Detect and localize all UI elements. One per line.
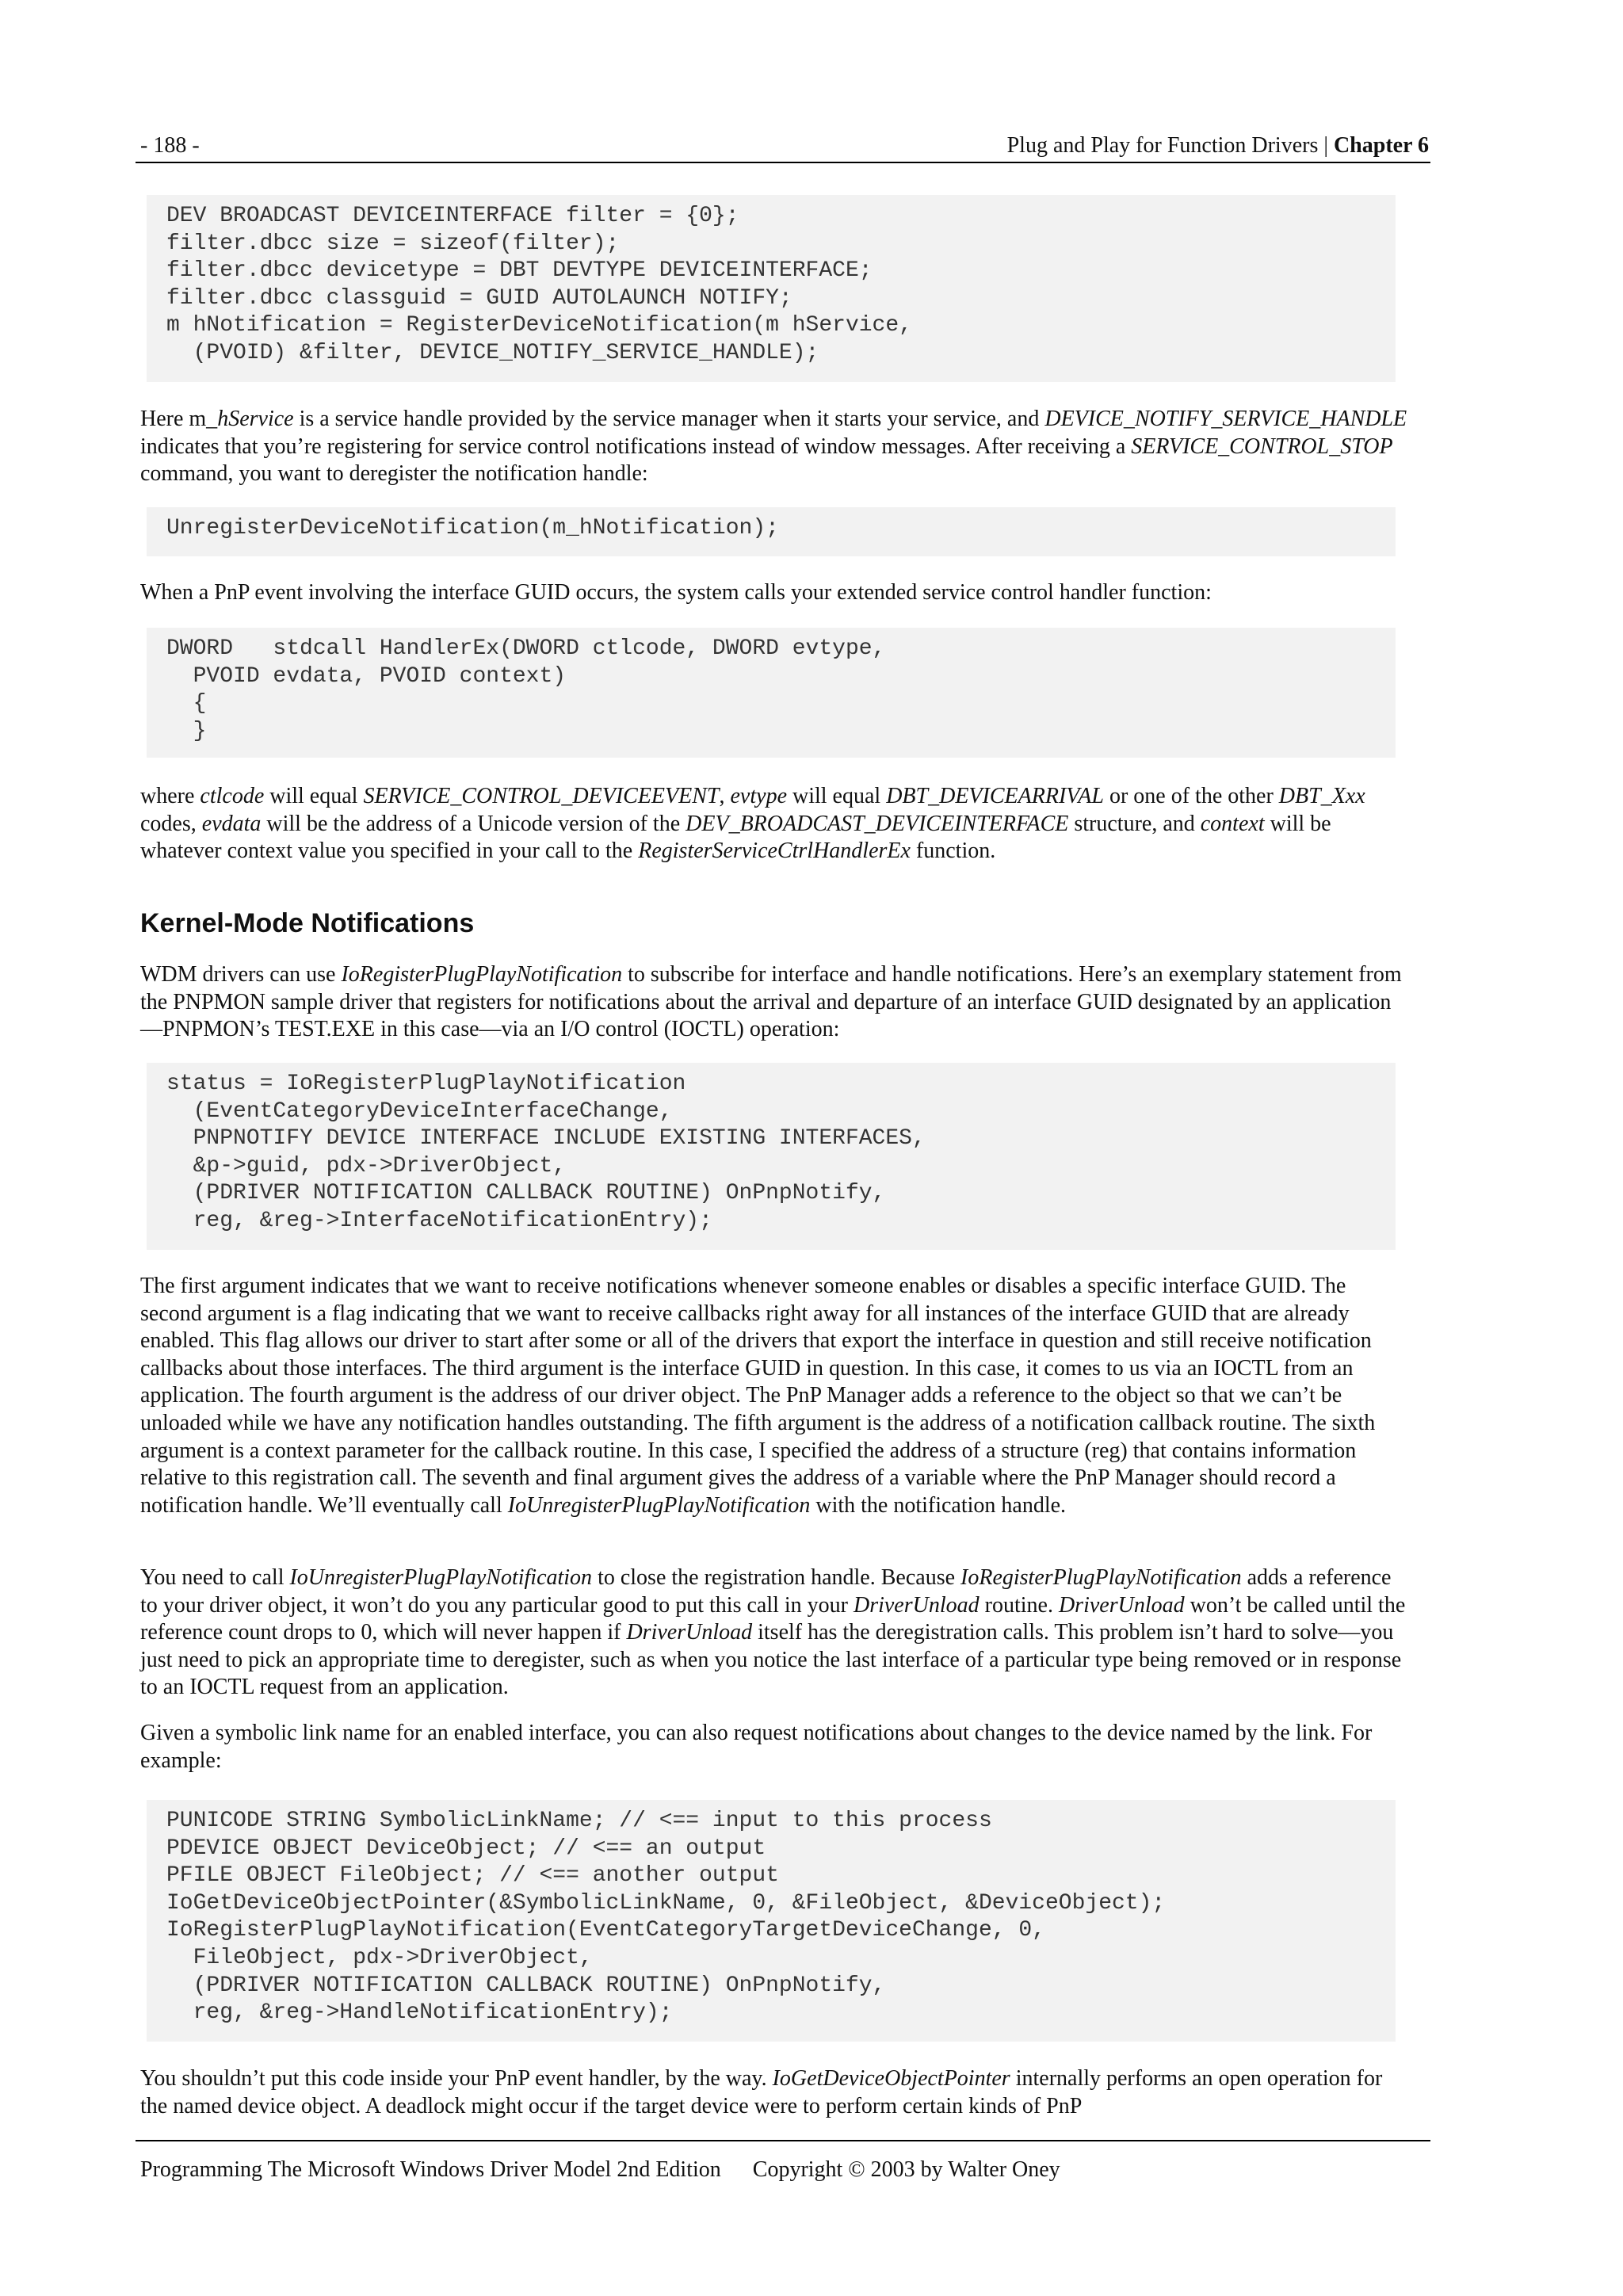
code-line: UnregisterDeviceNotification(m_hNotification); <box>166 516 779 541</box>
code-line: (PDRIVER NOTIFICATION CALLBACK ROUTINE) OnPnpNotify, <box>166 1181 886 1206</box>
text-run: won’t be called until the reference count drops to 0, which will never happen if <box>140 1592 1406 1645</box>
text-run: When a PnP event involving the interface GUID occurs, the system calls your extended service control handler function: <box>140 580 1212 605</box>
code-line: reg, &reg->InterfaceNotificationEntry); <box>166 1208 712 1233</box>
paragraph-arguments <box>140 1273 1408 1519</box>
footer-rule <box>136 2140 1430 2141</box>
code-line: filter.dbcc devicetype = DBT DEVTYPE DEVICEINTERFACE; <box>166 258 873 284</box>
paragraph-unregister <box>140 1564 1408 1702</box>
code-block-io-register <box>147 1063 1396 1250</box>
code-line: status = IoRegisterPlugPlayNotification <box>166 1072 686 1096</box>
italic-term: evtype <box>730 784 787 808</box>
italic-term: IoRegisterPlugPlayNotification <box>960 1565 1242 1590</box>
paragraph-handler-args <box>140 783 1408 865</box>
text-run: WDM drivers can use <box>140 962 342 987</box>
text-run: itself has the deregistration calls. This problem isn’t hard to solve—you just need to pick an appropriate time to deregister, such as when you notice the last interface of a particular type being removed or in response to an IOCTL request from an application. <box>140 1620 1402 1700</box>
code-line: m hNotification = RegisterDeviceNotification(m hService, <box>166 313 912 338</box>
text-run: codes, <box>140 811 202 836</box>
text-run: will equal <box>787 784 887 808</box>
text-run: will equal <box>264 784 364 808</box>
code-line: PNPNOTIFY DEVICE INTERFACE INCLUDE EXISTING INTERFACES, <box>166 1126 926 1152</box>
code-line: filter.dbcc size = sizeof(filter); <box>166 231 620 256</box>
chapter-label: Chapter 6 <box>1333 133 1429 158</box>
code-line: } <box>166 718 207 743</box>
paragraph-handler-intro <box>140 579 1408 607</box>
text-run: adds a reference to your driver object, it won’t do you any particular good to put this call in your <box>140 1565 1392 1618</box>
code-line: FileObject, pdx->DriverObject, <box>166 1945 593 1970</box>
code-line: PVOID evdata, PVOID context) <box>166 663 567 689</box>
page-number: - 188 - <box>140 133 200 158</box>
text-run: You shouldn’t put this code inside your PnP event handler, by the way. <box>140 2066 773 2091</box>
section-heading: Kernel-Mode Notifications <box>140 908 475 938</box>
code-block-handlerex <box>147 628 1396 758</box>
code-block-register-notification <box>147 195 1396 382</box>
text-run: will be whatever context value you specified in your call to the <box>140 811 1331 864</box>
code-line: PDEVICE OBJECT DeviceObject; // <== an output <box>166 1836 766 1861</box>
text-run: You need to call <box>140 1565 290 1590</box>
page-footer <box>140 2157 1060 2183</box>
text-run: with the notification handle. <box>810 1492 1067 1518</box>
paragraph-service-handle <box>140 406 1408 488</box>
text-run: internally performs an open operation for the named device object. A deadlock might occur if the target device were to perform certain kinds of PnP <box>140 2066 1383 2118</box>
italic-term: IoUnregisterPlugPlayNotification <box>289 1565 593 1590</box>
running-title <box>1007 133 1429 159</box>
copyright: Copyright © 2003 by Walter Oney <box>752 2157 1060 2182</box>
italic-term: IoRegisterPlugPlayNotification <box>341 962 623 987</box>
italic-term: hService <box>217 407 294 431</box>
code-line: PFILE OBJECT FileObject; // <== another output <box>166 1863 779 1889</box>
code-line: &p->guid, pdx->DriverObject, <box>166 1153 567 1179</box>
code-line: (EventCategoryDeviceInterfaceChange, <box>166 1098 673 1124</box>
text-run: indicates that you’re registering for service control notifications instead of window messages. After receiving a <box>140 434 1132 459</box>
italic-term: IoGetDeviceObjectPointer <box>772 2066 1010 2091</box>
text-run: will be the address of a Unicode version of the <box>261 811 686 836</box>
header-rule <box>136 162 1430 163</box>
text-run: routine. <box>979 1592 1059 1618</box>
italic-term: DBT_DEVICEARRIVAL <box>886 784 1104 808</box>
italic-term: DEVICE_NOTIFY_SERVICE_HANDLE <box>1044 407 1407 431</box>
text-run: function. <box>910 839 996 864</box>
paragraph-kernel-intro <box>140 961 1408 1044</box>
italic-term: RegisterServiceCtrlHandlerEx <box>638 839 911 864</box>
book-title: Programming The Microsoft Windows Driver Model 2nd Edition <box>140 2157 721 2182</box>
paragraph-symbolic-link <box>140 1720 1408 1775</box>
italic-term: SERVICE_CONTROL_DEVICEEVENT <box>363 784 720 808</box>
text-run: The first argument indicates that we want to receive notifications whenever someone enables or disables a specific interface GUID. The second argument is a flag indicating that we want to receive callbacks right away for all instances of the interface GUID that are already enabled. This flag allows our driver to start after some or all of the drivers that export the interface in question and still receive notification callbacks about those interfaces. The third argument is the interface GUID in question. In this case, it comes to us via an IOCTL from an application. The fourth argument is the address of our driver object. The PnP Manager adds a reference to the object so that we can’t be unloaded while we have any notification handles outstanding. The fifth argument is the address of a notification callback routine. The sixth argument is a context parameter for the callback routine. In this case, I specified the address of a structure (reg) that contains information relative to this registration call. The seventh and final argument gives the address of a variable where the PnP Manager should record a notification handle. We’ll eventually call <box>140 1274 1376 1518</box>
italic-term: IoUnregisterPlugPlayNotification <box>507 1492 811 1518</box>
code-line: IoGetDeviceObjectPointer(&SymbolicLinkName, 0, &FileObject, &DeviceObject); <box>166 1890 1166 1916</box>
code-line: IoRegisterPlugPlayNotification(EventCategoryTargetDeviceChange, 0, <box>166 1918 1045 1943</box>
text-run: where <box>140 784 200 808</box>
code-line: DEV BROADCAST DEVICEINTERFACE filter = {0}; <box>166 204 739 228</box>
code-block-target-device <box>147 1800 1396 2042</box>
italic-term: SERVICE_CONTROL_STOP <box>1131 434 1393 459</box>
italic-term: DriverUnload <box>1058 1592 1185 1618</box>
text-run: , <box>719 784 731 808</box>
code-line: (PDRIVER NOTIFICATION CALLBACK ROUTINE) OnPnpNotify, <box>166 1973 886 1998</box>
text-run: Given a symbolic link name for an enabled interface, you can also request notifications about changes to the device named by the link. For example: <box>140 1721 1373 1773</box>
paragraph-deadlock-note <box>140 2065 1408 2120</box>
code-line: DWORD stdcall HandlerEx(DWORD ctlcode, DWORD evtype, <box>166 636 886 661</box>
italic-term: DBT_Xxx <box>1278 784 1365 808</box>
text-run: or one of the other <box>1103 784 1279 808</box>
text-run: structure, and <box>1068 811 1201 836</box>
code-line: { <box>166 691 207 716</box>
text-run: command, you want to deregister the notification handle: <box>140 461 648 487</box>
italic-term: evdata <box>201 811 262 836</box>
code-line: reg, &reg->HandleNotificationEntry); <box>166 2000 673 2026</box>
italic-term: DriverUnload <box>853 1592 980 1618</box>
section-title: Plug and Play for Function Drivers | <box>1006 133 1334 158</box>
text-run: is a service handle provided by the service manager when it starts your service, and <box>293 407 1045 431</box>
italic-term: context <box>1200 811 1265 836</box>
code-block-unregister <box>147 507 1396 556</box>
code-line: filter.dbcc classguid = GUID AUTOLAUNCH NOTIFY; <box>166 285 792 311</box>
code-line: (PVOID) &filter, DEVICE_NOTIFY_SERVICE_HANDLE); <box>166 340 819 365</box>
italic-term: DriverUnload <box>626 1620 753 1645</box>
page-header <box>140 130 1429 163</box>
text-run: to subscribe for interface and handle notifications. Here’s an exemplary statement from the PNPMON sample driver that registers for notifications about the arrival and departure of an interface GUID designated by an application—PNPMON’s TEST.EXE in this case—via an I/O control (IOCTL) operation: <box>140 962 1402 1042</box>
italic-term: DEV_BROADCAST_DEVICEINTERFACE <box>685 811 1069 836</box>
text-run: Here m_ <box>140 407 218 431</box>
code-line: PUNICODE STRING SymbolicLinkName; // <== input to this process <box>166 1809 992 1833</box>
italic-term: ctlcode <box>200 784 265 808</box>
text-run: to close the registration handle. Because <box>592 1565 961 1590</box>
